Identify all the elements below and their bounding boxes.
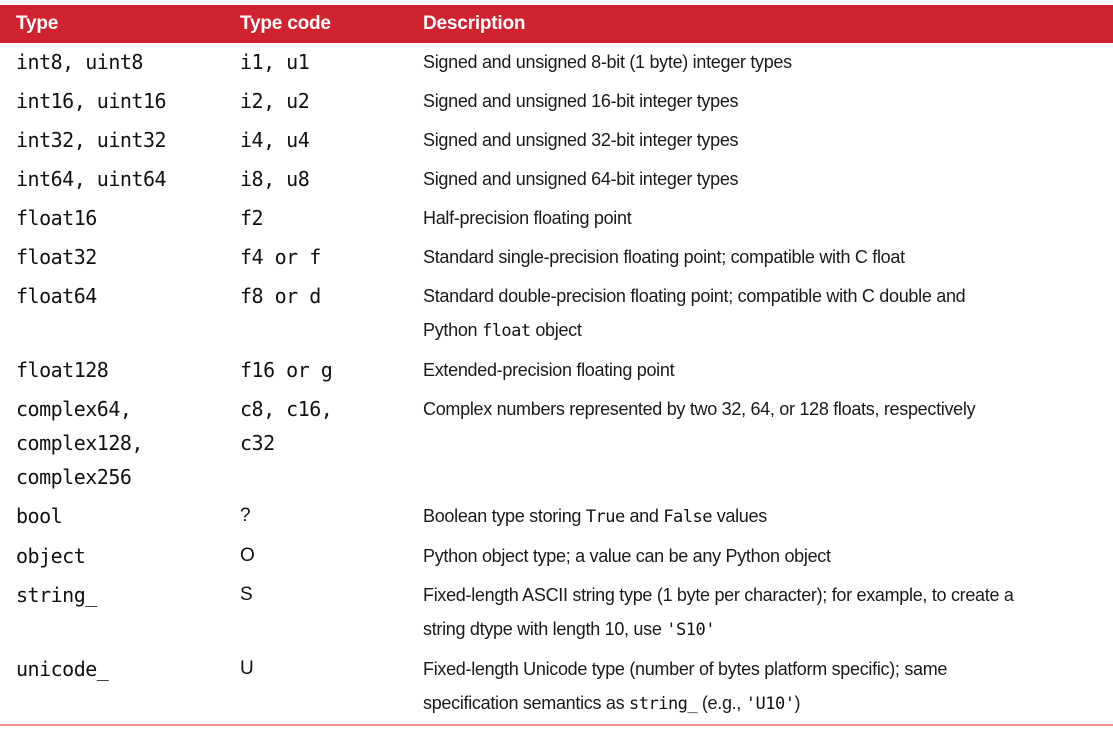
type-cell	[0, 121, 224, 160]
text-line: O	[240, 545, 255, 566]
text-line	[423, 499, 1113, 534]
text-line	[423, 84, 1113, 118]
text-line: f2	[240, 206, 264, 230]
type-code-cell	[224, 576, 407, 650]
description-text: (e.g.,	[697, 693, 746, 713]
text-line: f4 or f	[240, 245, 321, 269]
description-text: Python	[423, 320, 482, 340]
text-line	[423, 201, 1113, 235]
text-line	[423, 353, 1113, 387]
type-cell	[0, 390, 224, 497]
text-line: bool	[16, 504, 63, 528]
column-header-type-code: Type code	[224, 5, 407, 43]
inline-code: 'S10'	[666, 620, 715, 640]
type-cell	[0, 238, 224, 277]
type-cell	[0, 277, 224, 351]
text-line	[423, 612, 1113, 647]
table-row	[0, 238, 1113, 277]
type-cell	[0, 160, 224, 199]
description-text: object	[530, 320, 582, 340]
description-text: Fixed-length ASCII string type (1 byte per character); for example, to create a	[423, 585, 1014, 605]
table-row	[0, 497, 1113, 537]
table-row	[0, 121, 1113, 160]
table-row	[0, 82, 1113, 121]
table-row	[0, 277, 1113, 351]
text-line	[423, 686, 1113, 721]
text-line	[423, 45, 1113, 79]
text-line: float64	[16, 284, 97, 308]
type-code-cell	[224, 43, 407, 82]
text-line: int64, uint64	[16, 167, 167, 191]
description-cell	[407, 160, 1113, 199]
table-row	[0, 351, 1113, 390]
text-line	[423, 652, 1113, 686]
description-cell	[407, 497, 1113, 537]
description-text: specification semantics as	[423, 693, 629, 713]
description-text: Signed and unsigned 32-bit integer types	[423, 130, 739, 150]
type-code-cell	[224, 199, 407, 238]
table-row	[0, 160, 1113, 199]
type-cell	[0, 43, 224, 82]
description-cell	[407, 390, 1113, 497]
text-line: int16, uint16	[16, 89, 167, 113]
table-row	[0, 537, 1113, 576]
table-row	[0, 390, 1113, 497]
description-text: Signed and unsigned 8-bit (1 byte) integer types	[423, 52, 792, 72]
text-line: complex64,	[16, 397, 132, 421]
text-line: c8, c16,	[240, 397, 333, 421]
description-cell	[407, 351, 1113, 390]
description-text: Half-precision floating point	[423, 208, 632, 228]
text-line: i2, u2	[240, 89, 310, 113]
header-row	[0, 5, 1113, 43]
type-cell	[0, 497, 224, 537]
text-line	[423, 578, 1113, 612]
description-cell	[407, 121, 1113, 160]
description-text: Complex numbers represented by two 32, 64, or 128 floats, respectively	[423, 399, 976, 419]
description-cell	[407, 82, 1113, 121]
table-row	[0, 650, 1113, 725]
description-cell	[407, 43, 1113, 82]
description-cell	[407, 650, 1113, 725]
text-line	[423, 279, 1113, 313]
type-code-cell	[224, 160, 407, 199]
description-text: string dtype with length 10, use	[423, 619, 667, 639]
type-code-cell	[224, 497, 407, 537]
type-cell	[0, 351, 224, 390]
text-line	[423, 539, 1113, 573]
text-line: i4, u4	[240, 128, 310, 152]
description-cell	[407, 537, 1113, 576]
inline-code: True	[585, 507, 625, 527]
type-code-cell	[224, 121, 407, 160]
column-header-description: Description	[407, 5, 1113, 43]
description-text: Extended-precision floating point	[423, 360, 675, 380]
text-line: float32	[16, 245, 97, 269]
table-body	[0, 43, 1113, 725]
type-cell	[0, 199, 224, 238]
text-line: ?	[240, 505, 251, 526]
type-code-cell	[224, 238, 407, 277]
text-line: int8, uint8	[16, 50, 143, 74]
table-row	[0, 43, 1113, 82]
type-cell	[0, 537, 224, 576]
text-line	[423, 313, 1113, 348]
text-line: S	[240, 584, 253, 605]
text-line: complex256	[16, 465, 132, 489]
description-text: Signed and unsigned 64-bit integer types	[423, 169, 739, 189]
text-line	[423, 392, 1113, 426]
text-line: int32, uint32	[16, 128, 167, 152]
description-text: Boolean type storing	[423, 506, 586, 526]
description-cell	[407, 277, 1113, 351]
text-line: complex128,	[16, 431, 143, 455]
text-line: unicode_	[16, 657, 109, 681]
text-line: c32	[240, 431, 275, 455]
description-cell	[407, 238, 1113, 277]
inline-code: string_	[629, 694, 698, 714]
text-line: object	[16, 544, 86, 568]
inline-code: float	[481, 321, 531, 341]
type-cell	[0, 82, 224, 121]
text-line: float128	[16, 358, 109, 382]
text-line: string_	[16, 583, 97, 607]
text-line: i1, u1	[240, 50, 310, 74]
description-text: Standard double-precision floating point; compatible with C double and	[423, 286, 966, 306]
text-line	[423, 240, 1113, 274]
table-row	[0, 199, 1113, 238]
text-line: f16 or g	[240, 358, 333, 382]
type-code-cell	[224, 390, 407, 497]
text-line: U	[240, 658, 254, 679]
description-text: )	[794, 693, 801, 713]
column-header-type: Type	[0, 5, 224, 43]
description-text: Python object type; a value can be any Python object	[423, 546, 831, 566]
text-line: float16	[16, 206, 97, 230]
table-header	[0, 5, 1113, 43]
description-text: and	[624, 506, 664, 526]
type-code-cell	[224, 277, 407, 351]
text-line	[423, 123, 1113, 157]
type-code-cell	[224, 650, 407, 725]
inline-code: 'U10'	[745, 694, 795, 714]
text-line: i8, u8	[240, 167, 310, 191]
type-code-cell	[224, 537, 407, 576]
description-cell	[407, 199, 1113, 238]
description-text: Signed and unsigned 16-bit integer types	[423, 91, 739, 111]
numpy-dtype-table	[0, 5, 1113, 726]
text-line	[423, 162, 1113, 196]
description-cell	[407, 576, 1113, 650]
description-text: Fixed-length Unicode type (number of bytes platform specific); same	[423, 659, 948, 679]
inline-code: False	[663, 507, 712, 527]
description-text: Standard single-precision floating point; compatible with C float	[423, 247, 905, 267]
description-text: values	[712, 506, 767, 526]
type-cell	[0, 650, 224, 725]
table-row	[0, 576, 1113, 650]
type-cell	[0, 576, 224, 650]
text-line: f8 or d	[240, 284, 321, 308]
type-code-cell	[224, 82, 407, 121]
type-code-cell	[224, 351, 407, 390]
